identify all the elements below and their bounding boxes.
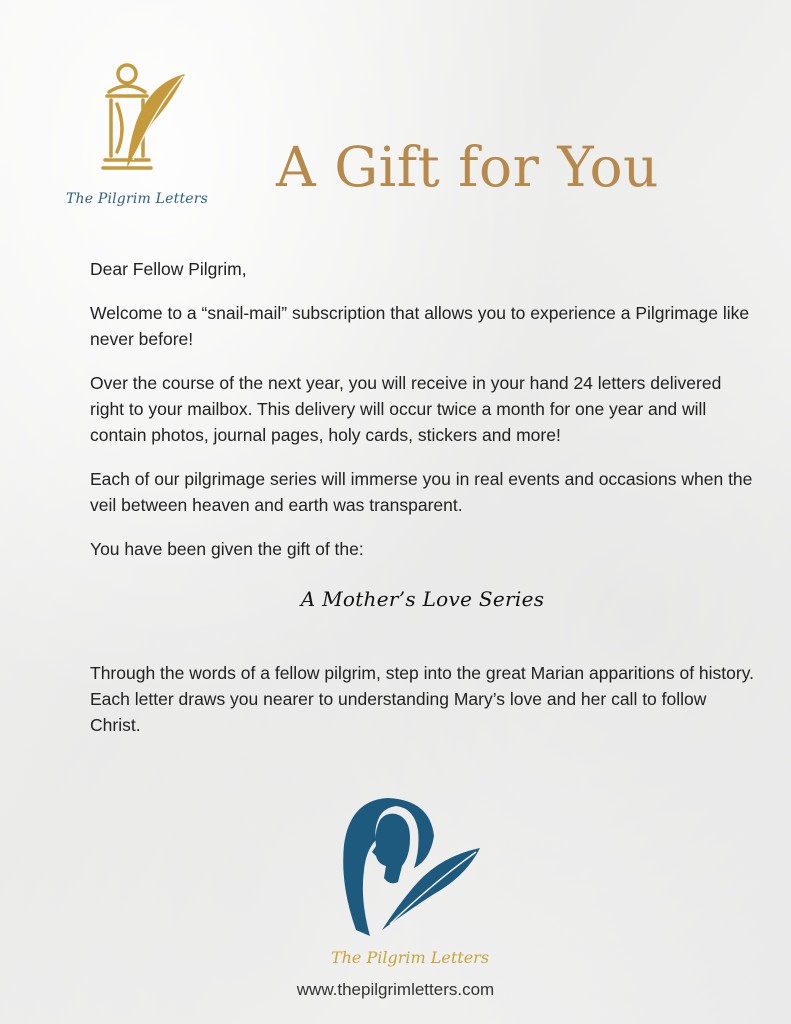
- website-link[interactable]: www.thepilgrimletters.com: [296, 980, 495, 999]
- salutation: Dear Fellow Pilgrim,: [90, 259, 247, 279]
- paragraph: Welcome to a “snail-mail” subscription that allows you to experience a Pilgrimage like never before!: [90, 303, 750, 349]
- mary-quill-icon: [330, 790, 490, 940]
- top-logo: [62, 60, 212, 220]
- paragraph: You have been given the gift of the:: [90, 539, 364, 559]
- letter-body: [90, 256, 755, 756]
- paragraph: Through the words of a fellow pilgrim, step into the great Marian apparitions of history. Each letter draws you nearer to understanding Mary’s love and her call to follow Christ.: [90, 663, 755, 735]
- paragraph: Each of our pilgrimage series will immerse you in real events and occasions when the veil between heaven and earth was transparent.: [90, 469, 753, 515]
- brand-name: The Pilgrim Letters: [65, 191, 209, 207]
- lantern-quill-icon: [97, 60, 187, 180]
- paragraph: Over the course of the next year, you will receive in your hand 24 letters delivered right to your mailbox. This delivery will occur twice a month for one year and will contain photos, journal pages, holy cards, stickers and more!: [90, 373, 722, 445]
- page-title: A Gift for You: [276, 134, 659, 199]
- brand-name-footer: The Pilgrim Letters: [330, 948, 490, 967]
- bottom-logo: [330, 790, 490, 970]
- series-title: A Mother’s Love Series: [300, 587, 545, 611]
